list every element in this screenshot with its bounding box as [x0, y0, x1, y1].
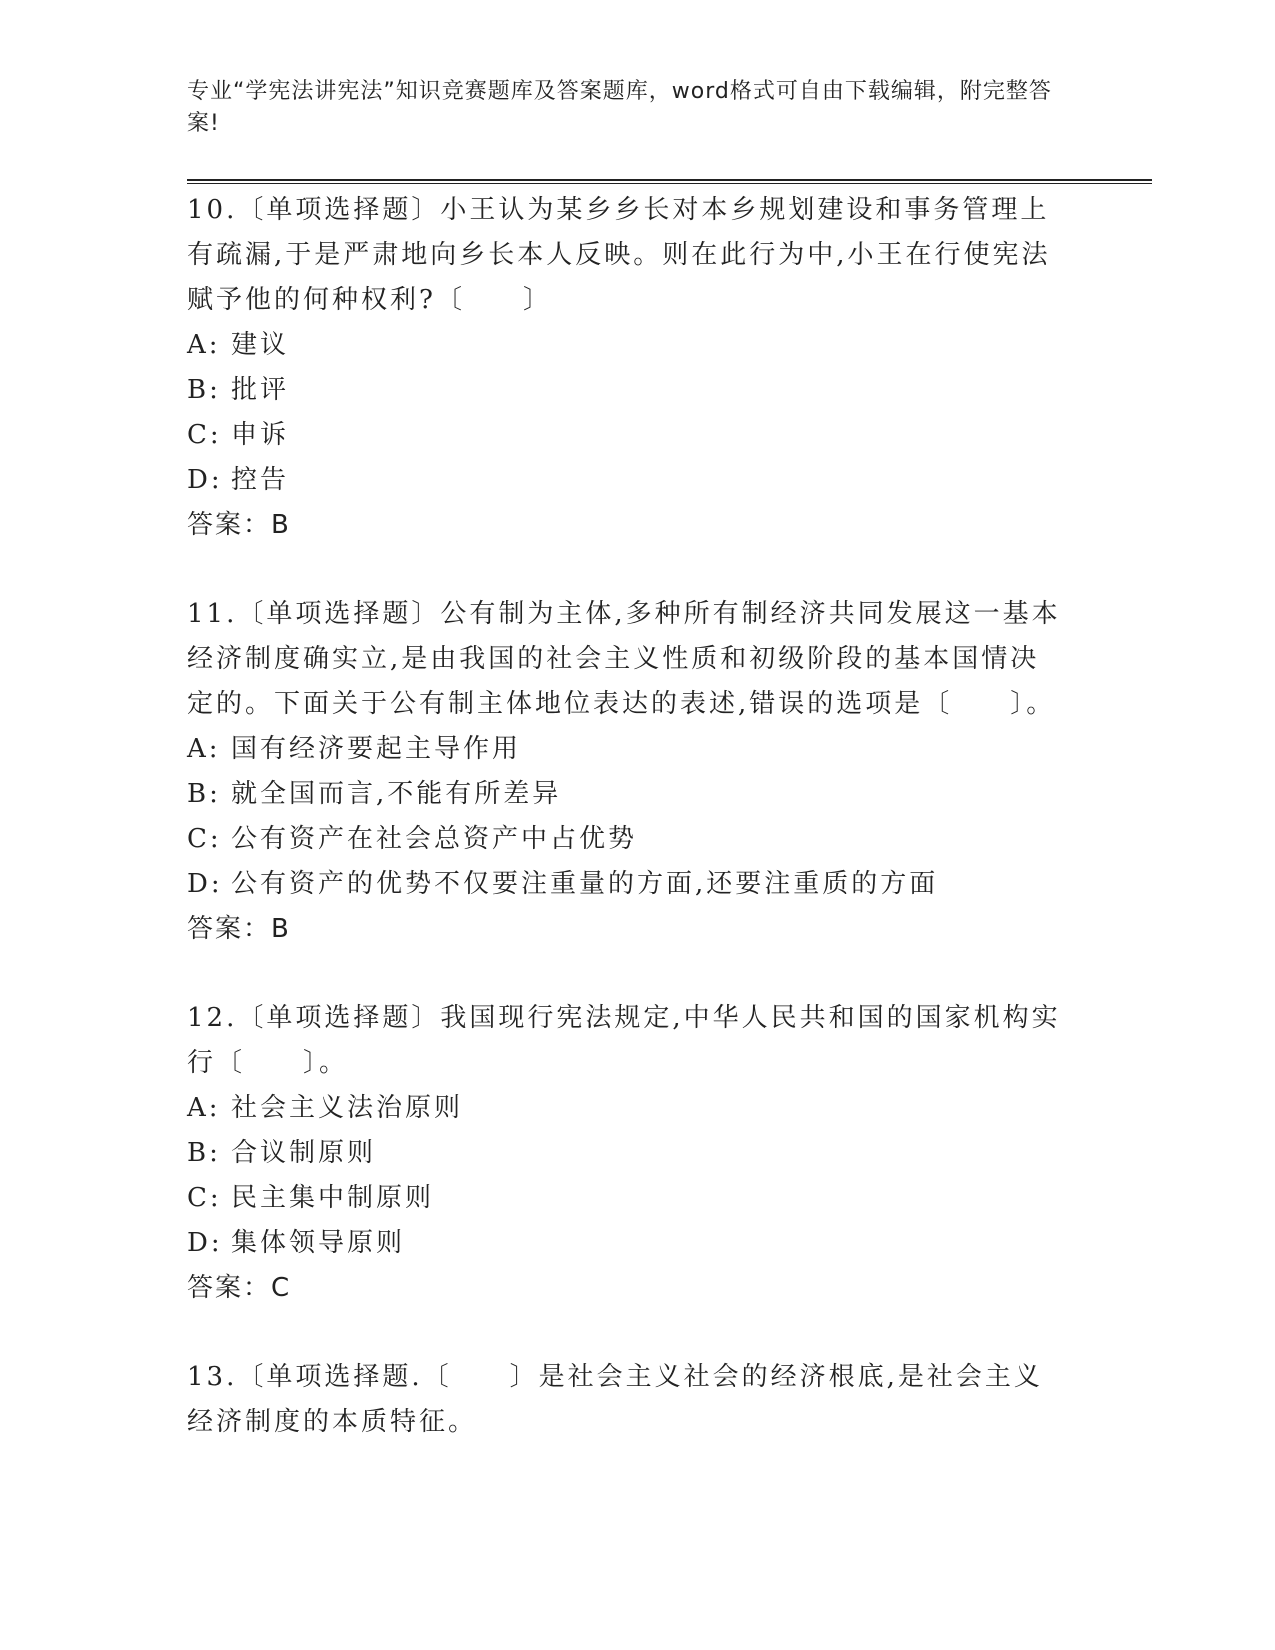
option-a [187, 323, 1067, 368]
option-key: C: [187, 420, 222, 450]
answer-value: C [271, 1273, 292, 1303]
option-key: D: [187, 869, 223, 899]
question-item [187, 1355, 1067, 1445]
question-item [187, 996, 1067, 1311]
option-c [187, 817, 1067, 862]
option-key: A: [187, 1093, 221, 1123]
answer-label: 答案： [187, 510, 272, 540]
question-item [187, 188, 1067, 548]
option-text: 控告 [231, 465, 290, 495]
header-divider [187, 179, 1152, 184]
answer-line [187, 907, 1067, 952]
option-c [187, 1176, 1067, 1221]
document-header: 专业“学宪法讲宪法”知识竞赛题库及答案题库，word格式可自由下载编辑，附完整答案! [187, 79, 1052, 136]
option-key: B: [187, 375, 221, 405]
option-text: 国有经济要起主导作用 [231, 734, 522, 764]
option-d [187, 458, 1067, 503]
answer-value: B [271, 914, 291, 944]
option-text: 批评 [231, 375, 290, 405]
question-list [187, 188, 1067, 1489]
option-c [187, 413, 1067, 458]
option-b [187, 1131, 1067, 1176]
option-text: 建议 [231, 330, 290, 360]
option-d [187, 1221, 1067, 1266]
option-key: A: [187, 330, 221, 360]
answer-value: B [271, 510, 291, 540]
option-key: B: [187, 1138, 221, 1168]
question-item [187, 592, 1067, 952]
answer-label: 答案： [187, 914, 272, 944]
option-text: 公有资产在社会总资产中占优势 [231, 824, 638, 854]
option-key: D: [187, 1228, 223, 1258]
question-stem: 12.〔单项选择题〕我国现行宪法规定,中华人民共和国的国家机构实行〔 〕。 [187, 1003, 1061, 1078]
option-key: C: [187, 824, 222, 854]
option-text: 社会主义法治原则 [231, 1093, 464, 1123]
option-text: 合议制原则 [231, 1138, 377, 1168]
option-a [187, 1086, 1067, 1131]
option-text: 就全国而言,不能有所差异 [231, 779, 562, 809]
option-text: 集体领导原则 [231, 1228, 406, 1258]
option-b [187, 368, 1067, 413]
option-text: 公有资产的优势不仅要注重量的方面,还要注重质的方面 [231, 869, 939, 899]
option-key: C: [187, 1183, 222, 1213]
answer-line [187, 503, 1067, 548]
question-stem: 13.〔单项选择题.〔 〕是社会主义社会的经济根底,是社会主义经济制度的本质特征。 [187, 1362, 1043, 1437]
question-stem: 11.〔单项选择题〕公有制为主体,多种所有制经济共同发展这一基本经济制度确实立,是由我国的社会主义性质和初级阶段的基本国情决定的。下面关于公有制主体地位表达的表述,错误的选项是〔 〕。 [187, 599, 1061, 719]
option-text: 民主集中制原则 [231, 1183, 435, 1213]
option-a [187, 727, 1067, 772]
option-key: D: [187, 465, 223, 495]
answer-label: 答案： [187, 1273, 272, 1303]
question-stem: 10.〔单项选择题〕小王认为某乡乡长对本乡规划建设和事务管理上有疏漏,于是严肃地向乡长本人反映。则在此行为中,小王在行使宪法赋予他的何种权利?〔 〕 [187, 195, 1051, 315]
option-d [187, 862, 1067, 907]
option-key: A: [187, 734, 221, 764]
option-text: 申诉 [231, 420, 290, 450]
option-b [187, 772, 1067, 817]
option-key: B: [187, 779, 221, 809]
answer-line [187, 1266, 1067, 1311]
